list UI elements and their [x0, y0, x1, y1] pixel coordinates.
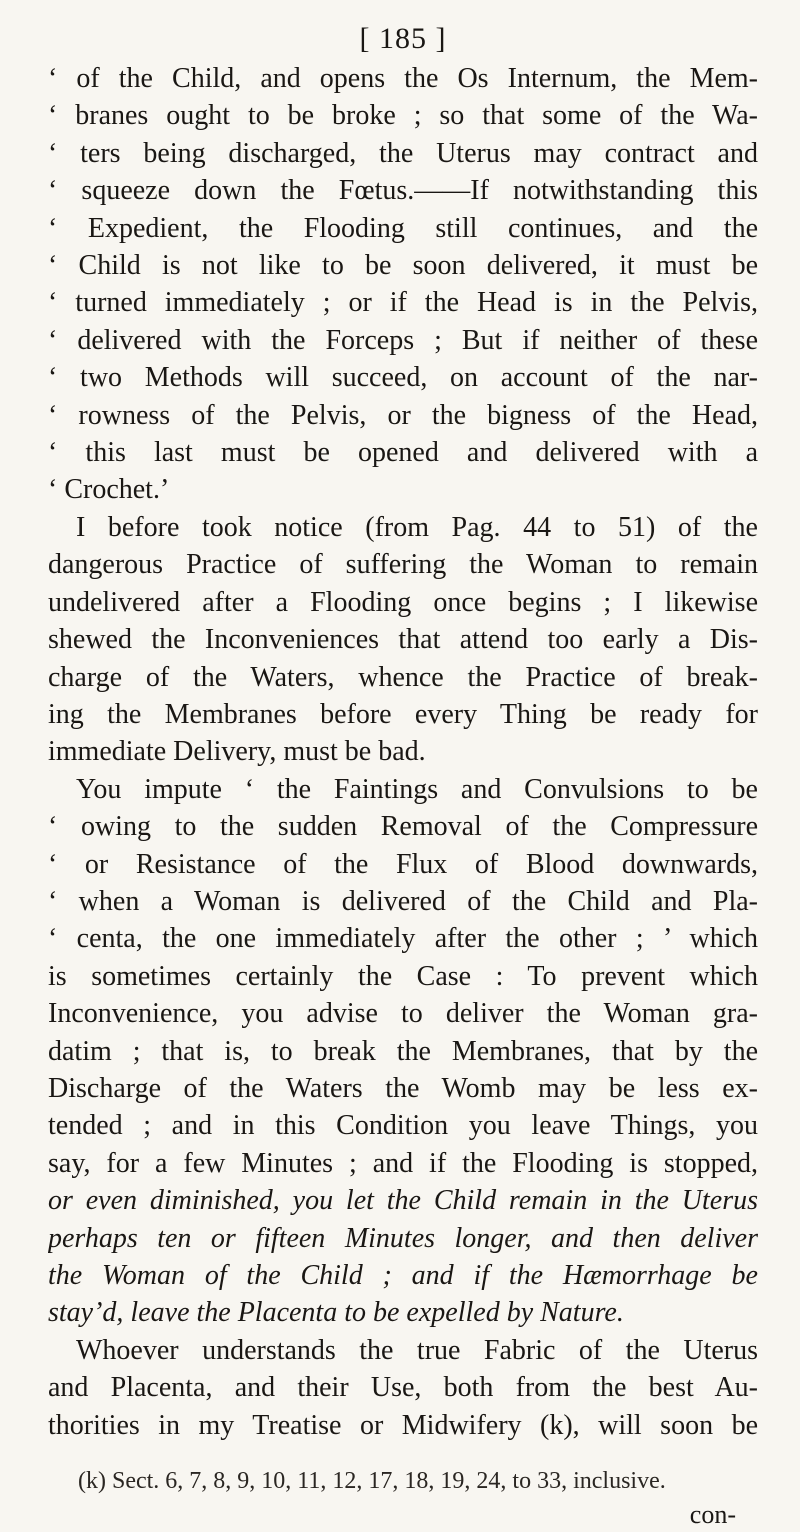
text-line: dangerous Practice of suffering the Woman to remain: [48, 549, 758, 581]
paragraph: [48, 509, 758, 771]
text-line: and Placenta, and their Use, both from the best Au-: [48, 1372, 758, 1404]
text-line: shewed the Inconveniences that attend too early a Dis-: [48, 624, 758, 656]
text-line: ‘ Expedient, the Flooding still continues, and the: [48, 212, 758, 244]
text-line: datim ; that is, to break the Membranes, that by the: [48, 1035, 758, 1067]
text-line: stay’d, leave the Placenta to be expelled by Nature.: [48, 1297, 624, 1329]
page-number: [ 185 ]: [359, 22, 447, 55]
text-line: ‘ turned immediately ; or if the Head is in the Pelvis,: [48, 287, 758, 319]
text-line: or even diminished, you let the Child remain in the Uterus: [48, 1185, 758, 1217]
text-line: ‘ Crochet.’: [48, 474, 170, 506]
text-line: ‘ branes ought to be broke ; so that some of the Wa-: [48, 100, 758, 132]
text-line: Discharge of the Waters the Womb may be less ex-: [48, 1072, 758, 1104]
text-line: undelivered after a Flooding once begins ; I likewise: [48, 586, 758, 618]
text-line: perhaps ten or fifteen Minutes longer, and then deliver: [48, 1222, 758, 1254]
footnote-area: [48, 1466, 758, 1532]
catchword: con-: [689, 1500, 736, 1530]
text-line: the Woman of the Child ; and if the Hæmorrhage be: [48, 1260, 758, 1291]
text-line: is sometimes certainly the Case : To prevent which: [48, 960, 758, 992]
text-line: ‘ two Methods will succeed, on account of the nar-: [48, 362, 758, 394]
text-line: Inconvenience, you advise to deliver the Woman gra-: [48, 998, 758, 1030]
text-line: ‘ this last must be opened and delivered with a: [48, 437, 758, 469]
paragraph: [48, 1332, 758, 1444]
paragraph: [48, 771, 758, 1332]
text-line: ‘ delivered with the Forceps ; But if neither of these: [48, 324, 758, 356]
text-line: ‘ when a Woman is delivered of the Child and Pla-: [48, 885, 758, 917]
text-line: tended ; and in this Condition you leave Things, you: [48, 1110, 758, 1142]
text-line: immediate Delivery, must be bad.: [48, 736, 426, 768]
text-line: ing the Membranes before every Thing be ready for: [48, 698, 758, 730]
text-line: I before took notice (from Pag. 44 to 51) of the: [76, 511, 758, 543]
text-line: thorities in my Treatise or Midwifery (k), will soon be: [48, 1409, 758, 1441]
text-line: ‘ Child is not like to be soon delivered, it must be: [48, 250, 758, 282]
text-line: ‘ rowness of the Pelvis, or the bigness of the Head,: [48, 399, 758, 431]
text-line: ‘ owing to the sudden Removal of the Compressure: [48, 811, 758, 843]
text-line: ‘ ters being discharged, the Uterus may contract and: [48, 137, 758, 169]
text-line: ‘ centa, the one immediately after the other ; ’ which: [48, 923, 758, 955]
text-line: You impute ‘ the Faintings and Convulsions to be: [76, 773, 758, 805]
text-line: charge of the Waters, whence the Practice of break-: [48, 661, 758, 693]
text-line: ‘ of the Child, and opens the Os Internum, the Mem-: [48, 63, 758, 94]
text-line: ‘ or Resistance of the Flux of Blood downwards,: [48, 848, 758, 880]
quotation-block: [48, 60, 758, 509]
text-line: ‘ squeeze down the Fœtus.——If notwithstanding this: [48, 175, 758, 207]
text-line: say, for a few Minutes ; and if the Flooding is stopped,: [48, 1147, 758, 1179]
footnote: (k) Sect. 6, 7, 8, 9, 10, 11, 12, 17, 18, 19, 24, to 33, inclusive.: [78, 1468, 666, 1495]
text-line: Whoever understands the true Fabric of the Uterus: [76, 1334, 758, 1366]
